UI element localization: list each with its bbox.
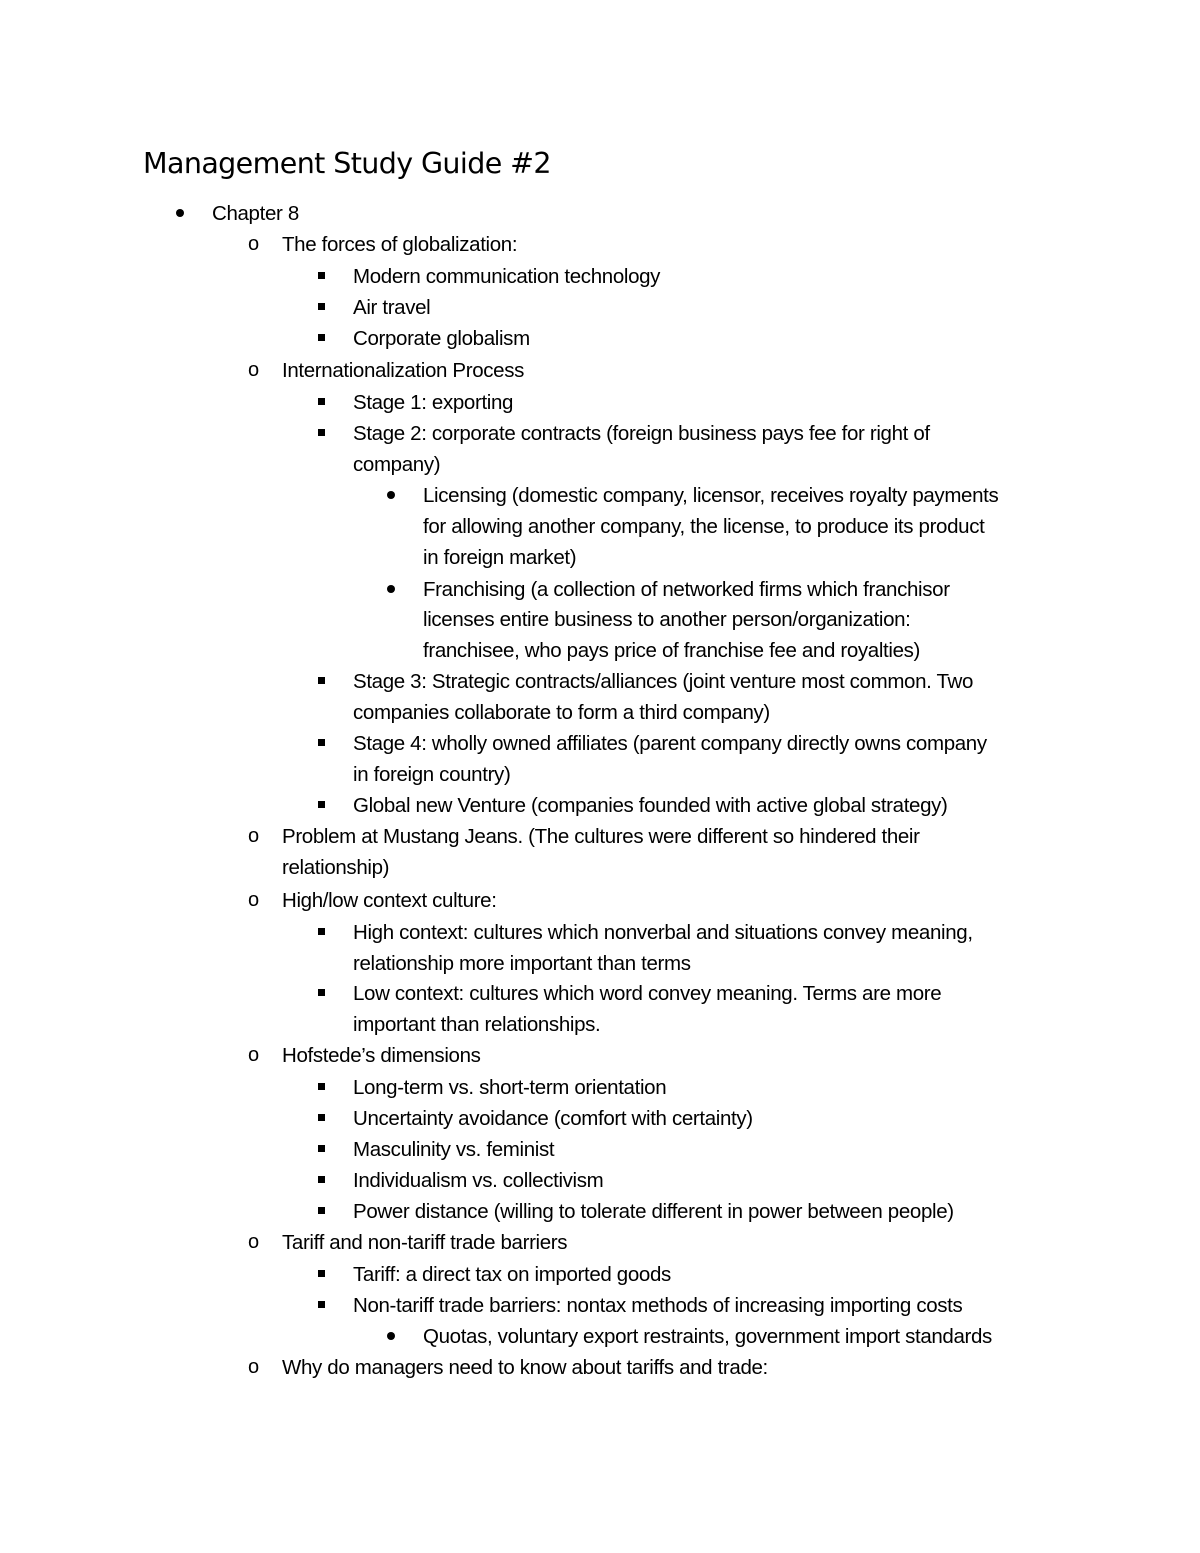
square-bullet-icon: [318, 303, 325, 310]
square-bullet-icon: [318, 429, 325, 436]
section-heading: Why do managers need to know about tariffs and trade:: [282, 1356, 768, 1379]
section-heading: High/low context culture:: [282, 889, 497, 912]
list-item: Uncertainty avoidance (comfort with certainty): [353, 1107, 753, 1130]
circle-bullet-icon: o: [248, 233, 260, 255]
square-bullet-icon: [318, 1145, 325, 1152]
circle-bullet-icon: o: [248, 1231, 260, 1253]
page-title: Management Study Guide #2: [143, 147, 551, 180]
circle-bullet-icon: o: [248, 1356, 260, 1378]
square-bullet-icon: [318, 398, 325, 405]
chapter-heading: Chapter 8: [212, 202, 299, 225]
list-item: Licensing (domestic company, licensor, receives royalty payments: [423, 484, 999, 507]
section-heading: Tariff and non-tariff trade barriers: [282, 1231, 568, 1254]
list-item: Modern communication technology: [353, 265, 661, 288]
list-item: Stage 2: corporate contracts (foreign business pays fee for right of: [353, 422, 930, 445]
list-item: Global new Venture (companies founded with active global strategy): [353, 794, 948, 817]
list-item-continuation: franchisee, who pays price of franchise fee and royalties): [423, 639, 921, 662]
list-item: Franchising (a collection of networked firms which franchisor: [423, 578, 950, 601]
square-bullet-icon: [318, 1114, 325, 1121]
list-item-continuation: relationship more important than terms: [353, 952, 691, 975]
list-item: Quotas, voluntary export restraints, government import standards: [423, 1325, 992, 1348]
list-item: Stage 3: Strategic contracts/alliances (joint venture most common. Two: [353, 670, 974, 693]
list-item-continuation: licenses entire business to another person/organization:: [423, 608, 911, 631]
square-bullet-icon: [318, 1270, 325, 1277]
list-item: Power distance (willing to tolerate different in power between people): [353, 1200, 954, 1223]
list-item: Stage 1: exporting: [353, 391, 514, 414]
list-item: Individualism vs. collectivism: [353, 1169, 604, 1192]
list-item-continuation: important than relationships.: [353, 1013, 601, 1036]
square-bullet-icon: [318, 334, 325, 341]
list-item: Corporate globalism: [353, 327, 530, 350]
square-bullet-icon: [318, 989, 325, 996]
circle-bullet-icon: o: [248, 359, 260, 381]
square-bullet-icon: [318, 928, 325, 935]
bullet-icon: [387, 491, 395, 499]
list-item: Long-term vs. short-term orientation: [353, 1076, 667, 1099]
circle-bullet-icon: o: [248, 1044, 260, 1066]
list-item: Low context: cultures which word convey meaning. Terms are more: [353, 982, 942, 1005]
list-item: Non-tariff trade barriers: nontax methods of increasing importing costs: [353, 1294, 963, 1317]
circle-bullet-icon: o: [248, 825, 260, 847]
square-bullet-icon: [318, 272, 325, 279]
section-heading: The forces of globalization:: [282, 233, 518, 256]
section-heading-continuation: relationship): [282, 856, 390, 879]
section-heading: Internationalization Process: [282, 359, 525, 382]
section-heading: Hofstede’s dimensions: [282, 1044, 481, 1067]
square-bullet-icon: [318, 1176, 325, 1183]
square-bullet-icon: [318, 801, 325, 808]
list-item: Tariff: a direct tax on imported goods: [353, 1263, 671, 1286]
section-heading: Problem at Mustang Jeans. (The cultures were different so hindered their: [282, 825, 920, 848]
list-item-continuation: companies collaborate to form a third company): [353, 701, 770, 724]
bullet-icon: [387, 1332, 395, 1340]
bullet-icon: [176, 209, 184, 217]
circle-bullet-icon: o: [248, 889, 260, 911]
square-bullet-icon: [318, 739, 325, 746]
list-item: Masculinity vs. feminist: [353, 1138, 555, 1161]
list-item: High context: cultures which nonverbal and situations convey meaning,: [353, 921, 973, 944]
list-item-continuation: company): [353, 453, 441, 476]
list-item: Air travel: [353, 296, 431, 319]
square-bullet-icon: [318, 677, 325, 684]
square-bullet-icon: [318, 1207, 325, 1214]
list-item-continuation: for allowing another company, the license, to produce its product: [423, 515, 985, 538]
square-bullet-icon: [318, 1301, 325, 1308]
list-item: Stage 4: wholly owned affiliates (parent company directly owns company: [353, 732, 987, 755]
list-item-continuation: in foreign country): [353, 763, 511, 786]
bullet-icon: [387, 585, 395, 593]
square-bullet-icon: [318, 1083, 325, 1090]
list-item-continuation: in foreign market): [423, 546, 577, 569]
